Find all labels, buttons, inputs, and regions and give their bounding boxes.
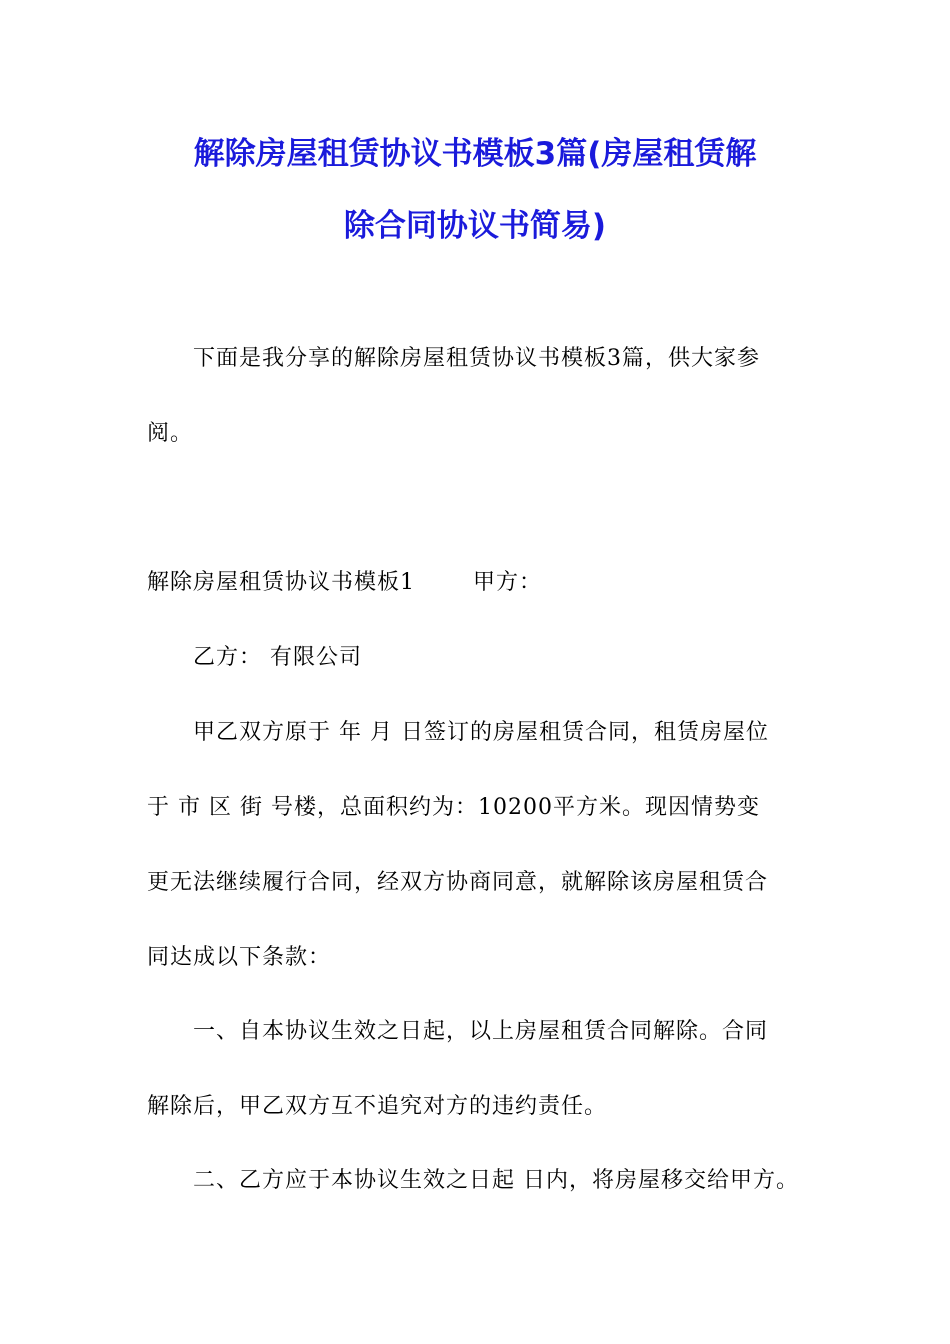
document-title-line-2: 除合同协议书简易) bbox=[343, 208, 607, 244]
paragraph-1-line-3: 更无法继续履行合同，经双方协商同意，就解除该房屋租赁合 bbox=[147, 870, 769, 895]
clause-1-line-2: 解除后，甲乙双方互不追究对方的违约责任。 bbox=[147, 1094, 608, 1119]
intro-paragraph-line-1: 下面是我分享的解除房屋租赁协议书模板3篇，供大家参 bbox=[193, 346, 760, 371]
section-heading: 解除房屋租赁协议书模板1 bbox=[147, 570, 415, 595]
paragraph-1-line-2: 于 市 区 街 号楼，总面积约为：10200平方米。现因情势变 bbox=[147, 795, 760, 820]
document-title-line-1: 解除房屋租赁协议书模板3篇(房屋租赁解 bbox=[193, 136, 757, 172]
intro-paragraph-line-2: 阅。 bbox=[147, 421, 194, 446]
clause-1-line-1: 一、自本协议生效之日起，以上房屋租赁合同解除。合同 bbox=[193, 1019, 769, 1044]
clause-2-line-1: 二、乙方应于本协议生效之日起 日内，将房屋移交给甲方。 bbox=[193, 1168, 799, 1193]
paragraph-1-line-4: 同达成以下条款： bbox=[147, 945, 332, 970]
party-b-label: 乙方： 有限公司 bbox=[193, 645, 362, 670]
paragraph-1-line-1: 甲乙双方原于 年 月 日签订的房屋租赁合同，租赁房屋位 bbox=[193, 720, 769, 745]
party-a-label: 甲方： bbox=[473, 570, 543, 595]
